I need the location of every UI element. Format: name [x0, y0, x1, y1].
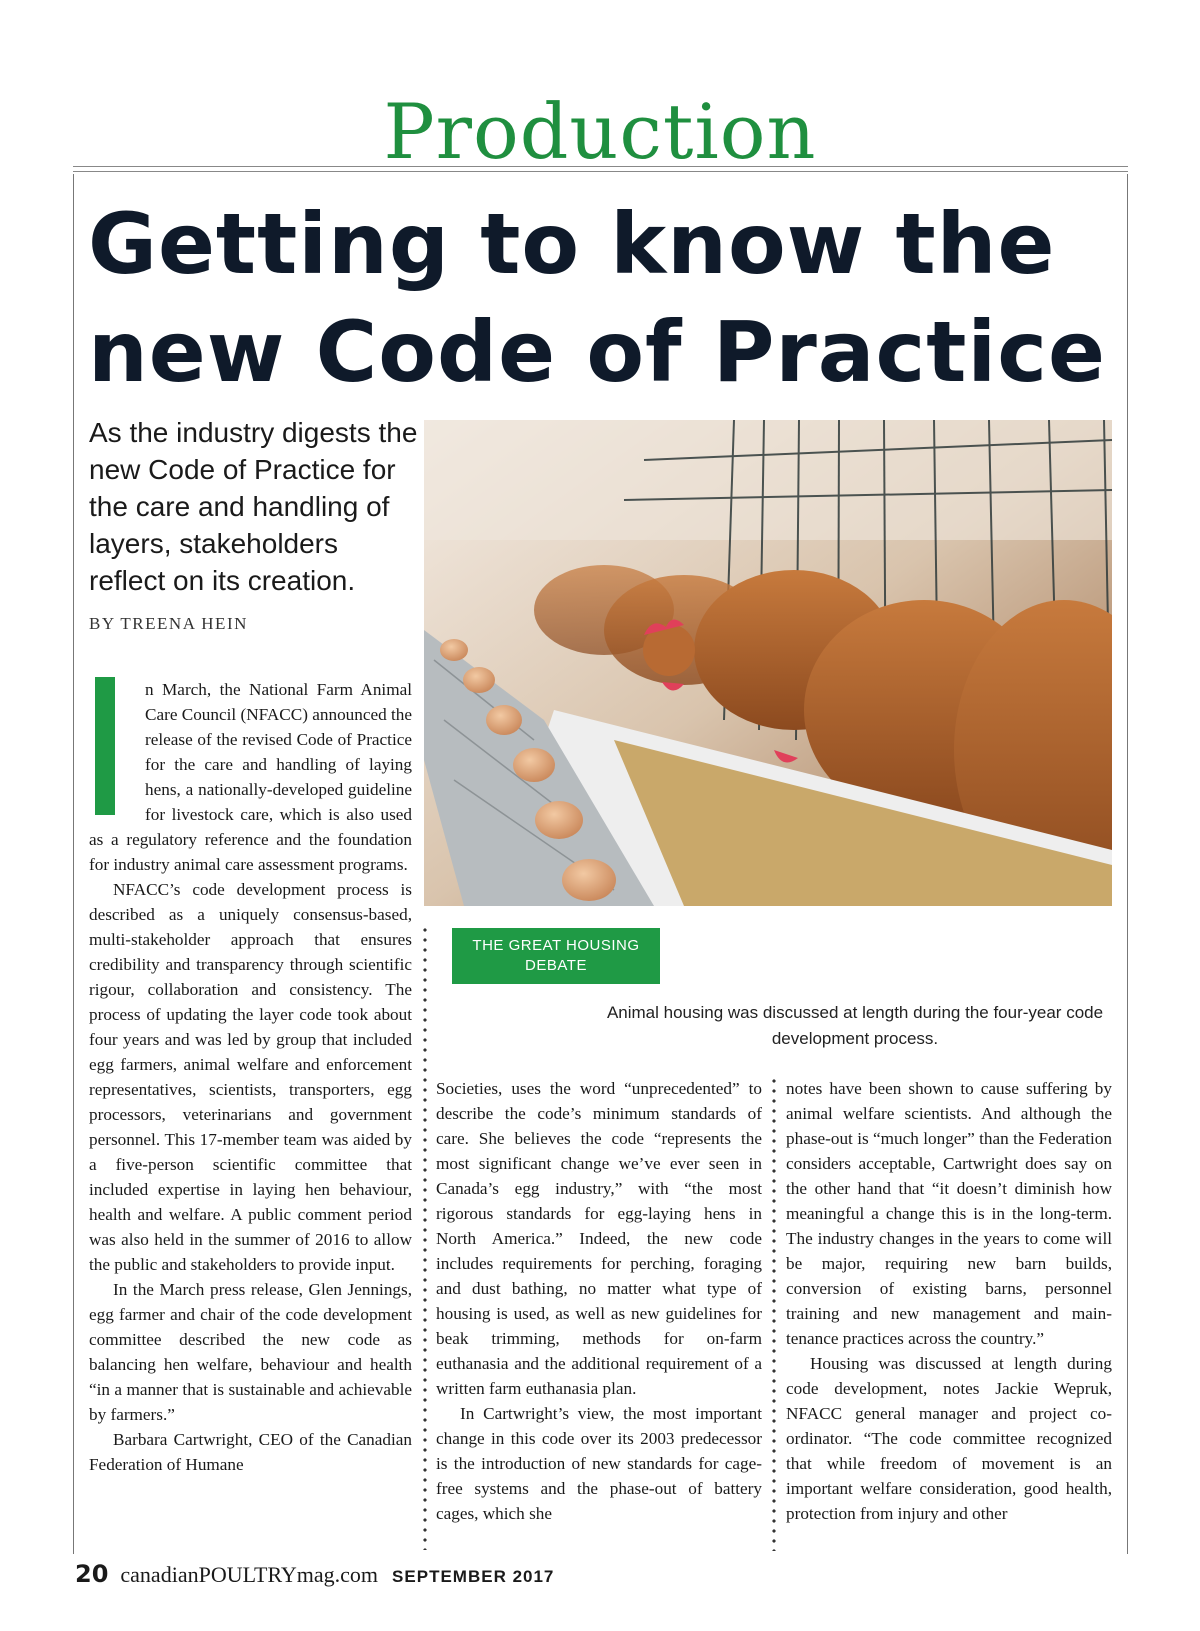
- body-paragraph: Housing was discussed at length during code development, notes Jackie Wepruk, NFACC general manager and project coordinator. “The code committee recognized that while freedom of movement is an important welfare consideration, good health, protection from injury and other: [786, 1354, 1112, 1523]
- body-paragraph: In the March press release, Glen Jennings, egg farmer and chair of the code development committee described the new code as balancing hen welfare, behaviour and health “in a manner that is sustainable and achievable by farmers.”: [89, 1280, 412, 1424]
- body-paragraph: Barbara Cartwright, CEO of the Canadian Federation of Humane: [89, 1430, 412, 1474]
- byline: BY TREENA HEIN: [89, 614, 248, 633]
- page-footer: [75, 1560, 554, 1596]
- body-paragraph: Societies, uses the word “unprecedented” to describe the code’s minimum standards of care. She believes the code “represents the most significant change we’ve ever seen in Canada’s egg industry,” with “the most rigorous standards for egg-laying hens in North America.” Indeed, the new code includes requirements for perching, foraging and dust bathing, no matter what type of housing is used, as well as new guidelines for beak trimming, methods for on-farm euthanasia and the additional requirement of a written farm euthanasia plan.: [436, 1079, 762, 1398]
- badge-label: THE GREAT HOUSING DEBATE: [472, 937, 640, 974]
- body-column-1: [89, 677, 412, 1551]
- hens-in-cages-photo: [424, 420, 1112, 906]
- body-column-2: [436, 1076, 762, 1551]
- column-divider: [772, 1076, 776, 1551]
- footer-website: canadianPOULTRYmag.com: [120, 1562, 379, 1587]
- drop-cap: [95, 677, 115, 815]
- body-paragraph: NFACC’s code development process is described as a uniquely consensus-based, multi-stakeholder approach that ensures credibility and transparency through scientific rigour, collaboration and consistency. The process of updating the layer code took about four years and was led by group that included egg farmers, animal welfare and enforcement representatives, scientists, transporters, egg processors, veterinarians and government personnel. This 17-member team was aided by a five-person scientific committee that included expertise in laying hen behaviour, health and welfare. A public comment period was also held in the summer of 2016 to allow the public and stakeholders to provide input.: [89, 880, 412, 1274]
- section-title: Production: [383, 87, 817, 176]
- article-headline: Getting to know the new Code of Practice: [88, 195, 1106, 401]
- body-paragraph: In Cartwright’s view, the most important change in this code over its 2003 predecessor is the introduction of new standards for cage-free systems and the phase-out of battery cages, which she: [436, 1404, 762, 1523]
- header-rule-secondary: [73, 171, 1128, 172]
- photo-caption: Animal housing was discussed at length during the four-year code development process.: [606, 1003, 1104, 1048]
- column-divider: [423, 925, 427, 1550]
- header-rule: [73, 166, 1128, 167]
- issue-date: SEPTEMBER 2017: [392, 1567, 555, 1586]
- body-paragraph: notes have been shown to cause suffering by animal welfare scientists. And although the phase-out is “much longer” than the Federation considers acceptable, Cartwright does say on the other hand that “it doesn’t diminish how meaningful a change this is in the long-term. The industry changes in the years to come will be major, requiring new barn builds, conversion of existing barns, personnel training and new management and maintenance practices across the country.”: [786, 1079, 1112, 1348]
- body-paragraph: n March, the National Farm Animal Care Council (NFACC) announced the release of the revised Code of Practice for the care and handling of laying hens, a nationally-developed guideline for livestock care, which is also used as a regulatory reference and the foundation for industry animal care assessment programs.: [89, 680, 412, 874]
- body-column-3: [786, 1076, 1112, 1551]
- article-deck: As the industry digests the new Code of Practice for the care and handling of layers, stakeholders reflect on its creation.: [89, 417, 418, 596]
- page-number: 20: [75, 1560, 109, 1588]
- sidebar-badge: [452, 928, 660, 984]
